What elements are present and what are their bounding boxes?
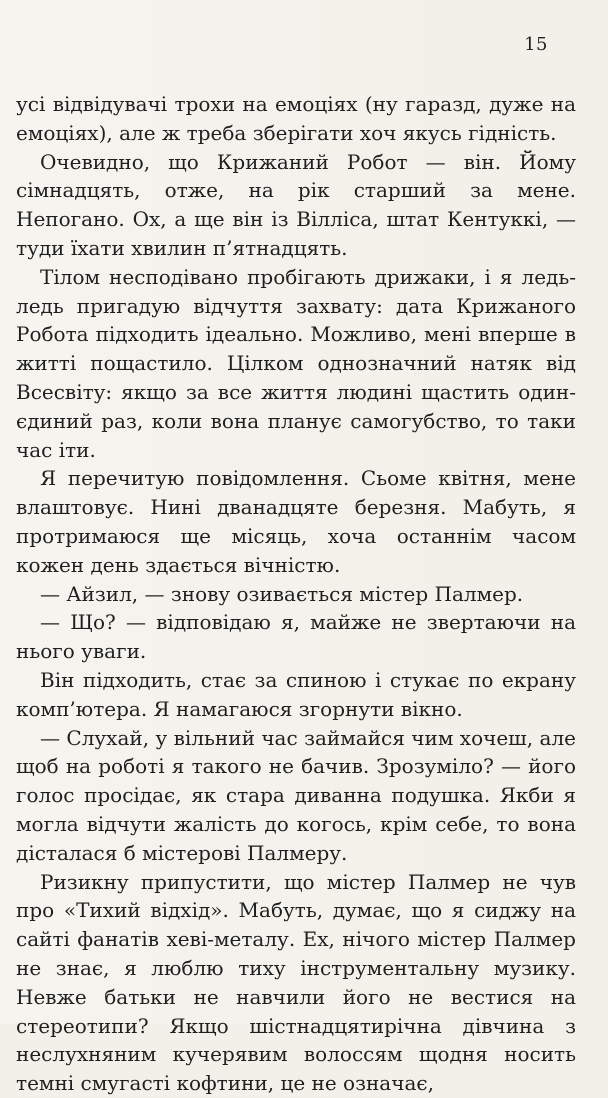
paragraph-6: Ризикну припустити, що містер Палмер не чув про «Тихий відхід». Мабуть, думає, що я сиджу на сайті фанатів хеві-металу. Ех, нічого містер Палмер не знає, я люблю тиху інструментальну музику. Невже батьки не навчили його не вестися на стереотипи? Якщо шістнадцятирічна дівчина з неслухняним кучерявим волоссям щодня носить темні смугасті кофтини, це не означає, [16, 869, 576, 1096]
paragraph-2: Очевидно, що Крижаний Робот — він. Йому сімнадцять, отже, на рік старший за мене. Непогано. Ох, а ще він із Вілліса, штат Кентуккі, — туди їхати хвилин п’ятнадцять. [16, 149, 576, 260]
dialogue-line-1: — Айзил, — знову озивається містер Палмер. [40, 581, 524, 606]
paragraph-3: Тілом несподівано пробігають дрижаки, і я ледь-ледь пригадую відчуття захвату: дата Крижаного Робота підходить ідеально. Можливо, мені вперше в житті пощастило. Цілком однозначний натяк від Всесвіту: якщо за все життя людині щастить один-єдиний раз, коли вона планує самогубство, то таки час іти. [16, 264, 576, 462]
dialogue-line-3: — Слухай, у вільний час займайся чим хочеш, але щоб на роботі я такого не бачив. Зрозуміло? — його голос просідає, як стара диванна подушка. Якби я могла відчути жалість до когось, крім себе, то вона дісталася б містерові Палмеру. [16, 725, 576, 865]
page-number: 15 [524, 34, 548, 55]
paragraph-4: Я перечитую повідомлення. Сьоме квітня, мене влаштовує. Нині дванадцяте березня. Мабуть, я протримаюся ще місяць, хоча останнім часом кожен день здається вічністю. [16, 466, 576, 577]
dialogue-line-2: — Що? — відповідаю я, майже не звертаючи на нього уваги. [16, 610, 576, 664]
paragraph-5: Він підходить, стає за спиною і стукає по екрану комп’ютера. Я намагаюся згорнути вікно. [16, 667, 576, 721]
paragraph-1: усі відвідувачі трохи на емоціях (ну гаразд, дуже на емоціях), але ж треба зберігати хоч якусь гідність. [16, 92, 576, 145]
body-text [16, 90, 576, 1098]
